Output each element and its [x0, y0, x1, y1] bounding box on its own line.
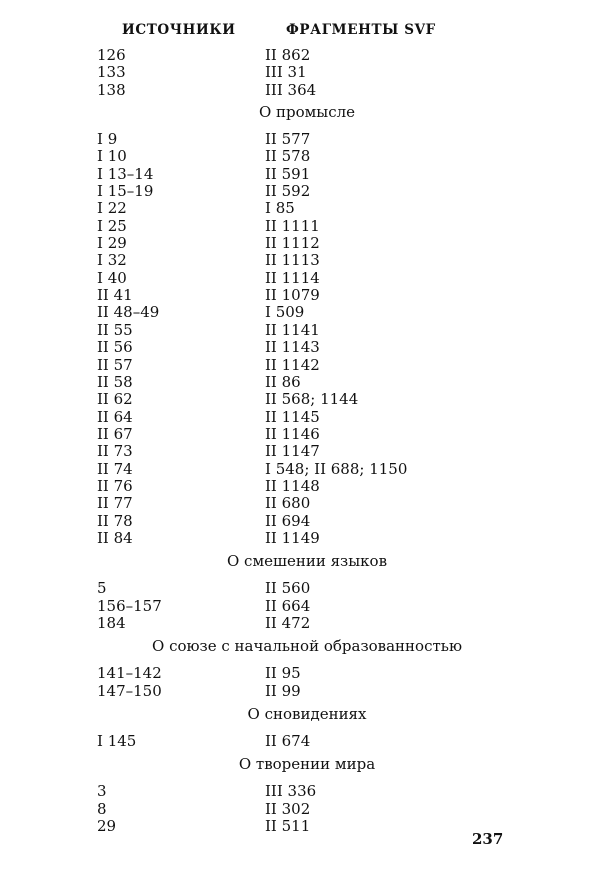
table-row — [97, 235, 517, 252]
source-reference: I 9 — [97, 130, 118, 149]
table-header — [0, 22, 600, 44]
fragment-reference: II 1114 — [265, 268, 320, 287]
fragment-reference: II 680 — [265, 494, 311, 513]
source-reference: II 78 — [97, 511, 133, 530]
table-row — [97, 783, 517, 800]
source-reference: I 40 — [97, 268, 127, 287]
fragment-reference: II 568; 1144 — [265, 390, 359, 409]
source-reference: 8 — [97, 799, 107, 818]
source-reference: 3 — [97, 782, 107, 801]
fragment-reference: II 95 — [265, 664, 301, 683]
source-reference: II 55 — [97, 320, 133, 339]
fragment-reference: II 1111 — [265, 216, 320, 235]
source-reference: II 62 — [97, 390, 133, 409]
table-row — [97, 82, 517, 99]
source-reference: I 13–14 — [97, 164, 154, 183]
fragment-reference: II 664 — [265, 596, 311, 615]
table-row — [97, 478, 517, 495]
fragments-column-header: ФРАГМЕНТЫ SVF — [286, 22, 436, 38]
table-row — [97, 218, 517, 235]
fragment-reference: II 1147 — [265, 442, 320, 461]
fragment-reference: II 1146 — [265, 424, 320, 443]
source-reference: II 58 — [97, 372, 133, 391]
fragment-reference: II 694 — [265, 511, 311, 530]
source-reference: II 67 — [97, 424, 133, 443]
fragment-reference: II 86 — [265, 372, 301, 391]
source-reference: I 145 — [97, 732, 137, 750]
source-reference: 138 — [97, 80, 126, 99]
source-reference: II 73 — [97, 442, 133, 461]
fragment-reference: II 1079 — [265, 286, 320, 305]
fragment-reference: III 364 — [265, 80, 317, 99]
section-title: О смешении языков — [226, 552, 388, 571]
source-reference: I 29 — [97, 234, 127, 253]
table-row — [97, 598, 517, 615]
table-row — [97, 148, 517, 165]
fragment-reference: II 511 — [265, 817, 311, 836]
fragment-reference: II 560 — [265, 579, 311, 598]
fragment-reference: III 336 — [265, 782, 317, 801]
source-reference: II 57 — [97, 355, 133, 374]
fragment-reference: III 31 — [265, 63, 307, 82]
fragment-reference: II 1112 — [265, 234, 320, 253]
fragment-reference: II 1148 — [265, 476, 320, 495]
table-row — [97, 683, 517, 700]
table-row — [97, 443, 517, 460]
source-reference: II 48–49 — [97, 303, 160, 322]
source-reference: 126 — [97, 46, 126, 64]
source-reference: 141–142 — [97, 664, 162, 683]
fragment-reference: II 1141 — [265, 320, 320, 339]
source-reference: I 10 — [97, 147, 127, 166]
section-title: О союзе с начальной образованностью — [152, 637, 462, 656]
fragment-reference: I 85 — [265, 199, 295, 218]
source-reference: II 41 — [97, 286, 133, 305]
fragment-reference: I 548; II 688; 1150 — [265, 459, 408, 478]
table-row — [97, 801, 517, 818]
source-reference: II 56 — [97, 338, 133, 357]
table-row — [97, 166, 517, 183]
fragment-reference: II 592 — [265, 182, 311, 201]
fragment-reference: II 591 — [265, 164, 311, 183]
table-row — [97, 304, 517, 321]
table-row — [97, 64, 517, 81]
section-title: О творении мира — [238, 755, 376, 774]
table-row — [97, 183, 517, 200]
table-row — [97, 339, 517, 356]
table-row — [97, 409, 517, 426]
source-reference: 156–157 — [97, 596, 162, 615]
fragment-reference: II 1142 — [265, 355, 320, 374]
fragment-reference: II 578 — [265, 147, 311, 166]
table-row — [97, 47, 517, 64]
source-reference: 5 — [97, 579, 107, 598]
table-row — [97, 374, 517, 391]
table-row — [97, 200, 517, 217]
fragment-reference: II 1143 — [265, 338, 320, 357]
fragment-reference: II 862 — [265, 46, 311, 64]
sources-column-header: ИСТОЧНИКИ — [122, 22, 236, 38]
source-reference: 147–150 — [97, 681, 162, 700]
fragment-reference: II 99 — [265, 681, 301, 700]
concordance-table — [97, 47, 517, 835]
table-row — [97, 615, 517, 632]
table-row — [97, 530, 517, 547]
fragment-reference: II 674 — [265, 732, 311, 750]
fragment-reference: II 1145 — [265, 407, 320, 426]
fragment-reference: II 472 — [265, 613, 311, 632]
source-reference: 133 — [97, 63, 126, 82]
table-row — [97, 287, 517, 304]
source-reference: II 64 — [97, 407, 133, 426]
table-row — [97, 131, 517, 148]
table-row — [97, 733, 517, 750]
table-row — [97, 270, 517, 287]
source-reference: II 76 — [97, 476, 133, 495]
fragment-reference: II 1149 — [265, 528, 320, 547]
fragment-reference: I 509 — [265, 303, 305, 322]
source-reference: I 25 — [97, 216, 127, 235]
fragment-reference: II 302 — [265, 799, 311, 818]
source-reference: 184 — [97, 613, 126, 632]
source-reference: I 15–19 — [97, 182, 154, 201]
source-reference: I 22 — [97, 199, 127, 218]
table-row — [97, 513, 517, 530]
page-number: 237 — [472, 830, 504, 848]
section-title: О промысле — [258, 103, 356, 122]
source-reference: II 84 — [97, 528, 133, 547]
table-row — [97, 426, 517, 443]
fragment-reference: II 1113 — [265, 251, 320, 270]
source-reference: II 77 — [97, 494, 133, 513]
table-row — [97, 357, 517, 374]
table-row — [97, 391, 517, 408]
table-row — [97, 252, 517, 269]
table-row — [97, 665, 517, 682]
source-reference: II 74 — [97, 459, 133, 478]
fragment-reference: II 577 — [265, 130, 311, 149]
section-title: О сновидениях — [247, 705, 367, 723]
source-reference: 29 — [97, 817, 117, 836]
table-row — [97, 818, 517, 835]
table-row — [97, 322, 517, 339]
table-row — [97, 461, 517, 478]
table-row — [97, 495, 517, 512]
source-reference: I 32 — [97, 251, 127, 270]
table-row — [97, 580, 517, 597]
